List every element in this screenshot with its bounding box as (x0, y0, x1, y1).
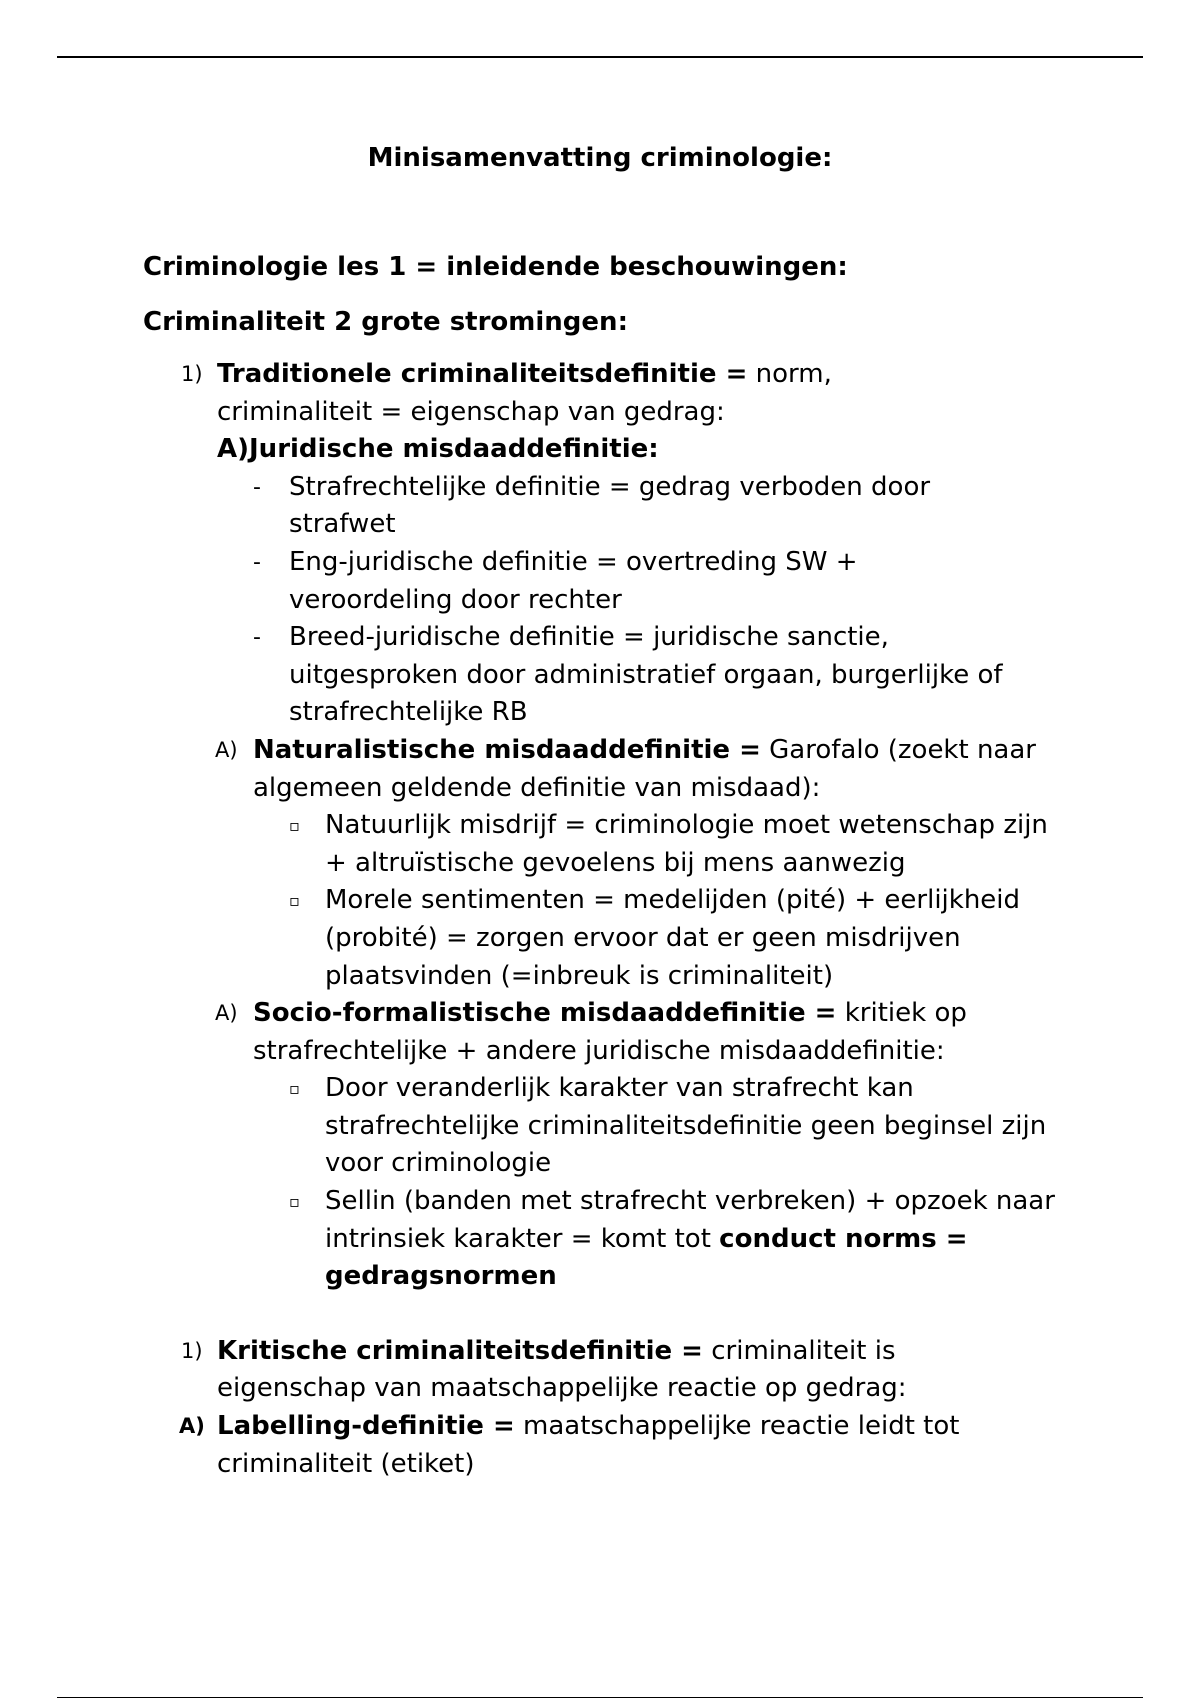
term-conduct-norms: conduct norms = gedragsnormen (325, 1223, 968, 1292)
list-item (289, 807, 1065, 882)
subheading-juridical: A)Juridische misdaaddefinitie: (217, 434, 659, 465)
term-critical: Kritische criminaliteitsdefinitie = (217, 1335, 703, 1366)
square-bullet-icon: ▫ (289, 891, 300, 911)
list-item (253, 544, 1009, 619)
list-item-traditional (181, 356, 937, 431)
spacer (0, 1296, 1200, 1333)
section-heading: Criminaliteit 2 grote stromingen: (143, 307, 628, 337)
list-item-sellin (289, 1183, 1065, 1296)
term-socioformal: Socio-formalistische misdaaddefinitie = (253, 998, 837, 1029)
term-traditional: Traditionele criminaliteitsdefinitie = (217, 359, 748, 389)
list-item (253, 469, 1009, 544)
list-item (289, 1070, 1065, 1183)
term-naturalistic: Naturalistische misdaaddefinitie = (253, 734, 761, 765)
list-item (253, 619, 1049, 732)
list-item-text: Eng-juridische definitie = overtreding SW + veroordeling door rechter (289, 546, 858, 615)
list-marker: A) (215, 737, 238, 762)
document-body (0, 356, 1200, 1483)
list-item-labelling (179, 1408, 1037, 1483)
definition-traditional: norm, criminaliteit = eigenschap van gedrag: (217, 359, 832, 427)
definition-critical: criminaliteit is eigenschap van maatschappelijke reactie op gedrag: (217, 1335, 907, 1404)
definition-socioformal: kritiek op strafrechtelijke + andere juridische misdaaddefinitie: (253, 998, 967, 1066)
lesson-heading: Criminologie les 1 = inleidende beschouwingen: (143, 252, 848, 282)
definition-labelling: maatschappelijke reactie leidt tot criminaliteit (etiket) (217, 1411, 960, 1479)
list-item-critical (181, 1333, 1007, 1408)
list-item-text: Morele sentimenten = medelijden (pité) + eerlijkheid (probité) = zorgen ervoor dat er geen misdrijven plaatsvinden (=inbreuk is criminaliteit) (325, 885, 1021, 991)
dash-marker: - (253, 549, 261, 575)
list-item-text: Door veranderlijk karakter van strafrecht kan strafrechtelijke criminaliteitsdefinitie geen beginsel zijn voor criminologie (325, 1073, 1047, 1179)
square-bullet-icon: ▫ (289, 1192, 300, 1212)
square-bullet-icon: ▫ (289, 1079, 300, 1099)
list-item-text: Natuurlijk misdrijf = criminologie moet wetenschap zijn + altruïstische gevoelens bij mens aanwezig (325, 810, 1048, 878)
definition-naturalistic: Garofalo (zoekt naar algemeen geldende definitie van misdaad): (253, 734, 1036, 803)
list-item-naturalistic (215, 732, 1043, 807)
list-marker: 1) (181, 362, 203, 386)
list-item-text: Strafrechtelijke definitie = gedrag verboden door strafwet (289, 471, 931, 540)
list-marker: A) (179, 1414, 205, 1439)
list-item-socioformal (215, 995, 1043, 1070)
list-item-text: Sellin (banden met strafrecht verbreken) + opzoek naar intrinsiek karakter = komt tot (325, 1186, 1055, 1254)
term-labelling: Labelling-definitie = (217, 1411, 515, 1442)
list-marker: 1) (181, 1338, 203, 1363)
bottom-rule (57, 1697, 1143, 1698)
dash-marker: - (253, 474, 261, 500)
dash-marker: - (253, 625, 261, 651)
square-bullet-icon: ▫ (289, 816, 300, 836)
top-rule (57, 56, 1143, 58)
list-item-text: Breed-juridische definitie = juridische sanctie, uitgesproken door administratief orgaan, burgerlijke of strafrechtelijke RB (289, 622, 1003, 728)
list-item (289, 882, 1045, 995)
document-title: Minisamenvatting criminologie: (367, 143, 833, 173)
list-marker: A) (215, 1001, 238, 1026)
